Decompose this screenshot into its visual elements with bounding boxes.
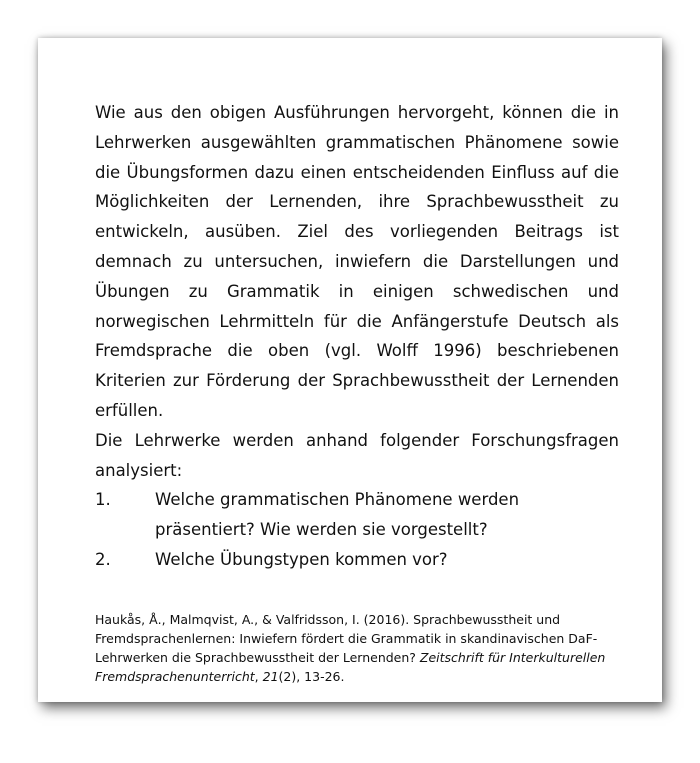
citation-volume: 21 (262, 669, 279, 684)
list-number: 2. (95, 549, 111, 569)
citation-authors-title: Haukås, Å., Malmqvist, A., & Valfridsson, I. (2016). Sprachbewusstheit und Fremdsprachenlernen: Inwiefern fördert die Grammatik in skandinavischen DaF-Lehrwerken die Sprachbewusstheit der Lernenden? (95, 612, 598, 665)
paragraph-intro: Wie aus den obigen Ausführungen hervorgeht, können die in Lehrwerken ausgewählten grammatischen Phänomene sowie die Übungsformen dazu einen entscheidenden Einfluss auf die Möglichkeiten der Lernenden, ihre Sprachbewusstheit zu entwickeln, ausüben. Ziel des vorliegenden Beitrags ist demnach zu untersuchen, inwiefern die Darstellungen und Übungen zu Grammatik in einigen schwedischen und norwegischen Lehrmitteln für die Anfängerstufe Deutsch als Fremdsprache die oben (vgl. Wolff 1996) beschriebenen Kriterien zur Förderung der Sprachbewusstheit der Lernenden erfüllen. (95, 103, 619, 420)
citation-issue-pages: (2), 13-26. (278, 669, 345, 684)
citation-separator: , (254, 669, 263, 684)
document-card (38, 38, 662, 702)
list-item (95, 485, 619, 545)
research-questions-list (95, 485, 619, 574)
paragraph-research-questions: Die Lehrwerke werden anhand folgender Forschungsfragen analysiert: (95, 430, 619, 480)
citation (95, 610, 631, 686)
list-text: Welche Übungstypen kommen vor? (155, 549, 448, 569)
list-number: 1. (95, 490, 111, 510)
citation-journal: Zeitschrift für Interkulturellen Fremdsprachenunterricht (95, 650, 606, 684)
list-item (95, 545, 619, 575)
body-text (95, 98, 619, 575)
list-text: Welche grammatischen Phänomene werden präsentiert? Wie werden sie vorgestellt? (155, 490, 520, 540)
